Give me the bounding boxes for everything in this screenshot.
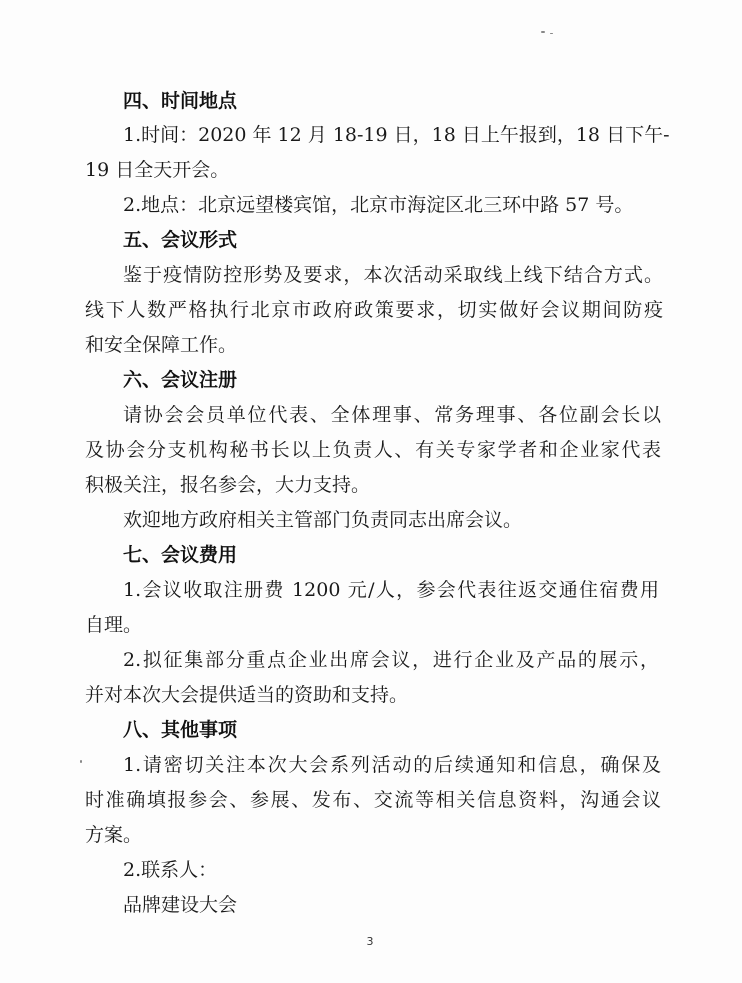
paragraph-line: 方案。 xyxy=(85,824,143,846)
scan-speck xyxy=(541,31,545,33)
section-heading-meeting-format: 五、会议形式 xyxy=(123,229,238,251)
section-heading-fees: 七、会议费用 xyxy=(123,544,238,566)
paragraph-line: 积极关注，报名参会，大力支持。 xyxy=(85,474,371,496)
paragraph-line: 和安全保障工作。 xyxy=(85,334,238,356)
section-heading-other-matters: 八、其他事项 xyxy=(123,719,238,741)
paragraph-line: 2.联系人： xyxy=(123,859,218,881)
paragraph-line: 线下人数严格执行北京市政府政策要求，切实做好会议期间防疫 xyxy=(85,299,663,321)
paragraph-line: 请协会会员单位代表、全体理事、常务理事、各位副会长以 xyxy=(123,404,661,426)
paragraph-line: 2.拟征集部分重点企业出席会议，进行企业及产品的展示， xyxy=(123,649,659,671)
paragraph-line: 1.会议收取注册费 1200 元/人，参会代表往返交通住宿费用 xyxy=(123,579,659,601)
paragraph-line: 1.时间：2020 年 12 月 18-19 日，18 日上午报到，18 日下午- xyxy=(123,124,670,146)
paragraph-line: 及协会分支机构秘书长以上负责人、有关专家学者和企业家代表 xyxy=(85,439,661,461)
section-heading-time-location: 四、时间地点 xyxy=(123,90,238,112)
paragraph-line: 19 日全天开会。 xyxy=(85,159,230,181)
paragraph-line: 2.地点：北京远望楼宾馆，北京市海淀区北三环中路 57 号。 xyxy=(123,194,634,216)
scan-speck xyxy=(550,33,553,34)
page-number: 3 xyxy=(366,935,374,948)
paragraph-line: 并对本次大会提供适当的资助和支持。 xyxy=(85,684,409,706)
paragraph-line: 1.请密切关注本次大会系列活动的后续通知和信息，确保及 xyxy=(123,754,661,776)
paragraph-line: 自理。 xyxy=(85,614,143,636)
paragraph-line: 时准确填报参会、参展、发布、交流等相关信息资料，沟通会议 xyxy=(85,789,661,811)
paragraph-line: 鉴于疫情防控形势及要求，本次活动采取线上线下结合方式。 xyxy=(123,264,663,286)
paragraph-line: 欢迎地方政府相关主管部门负责同志出席会议。 xyxy=(123,509,523,531)
scan-speck xyxy=(80,760,82,763)
section-heading-registration: 六、会议注册 xyxy=(123,369,238,391)
paragraph-line: 品牌建设大会 xyxy=(123,894,238,916)
